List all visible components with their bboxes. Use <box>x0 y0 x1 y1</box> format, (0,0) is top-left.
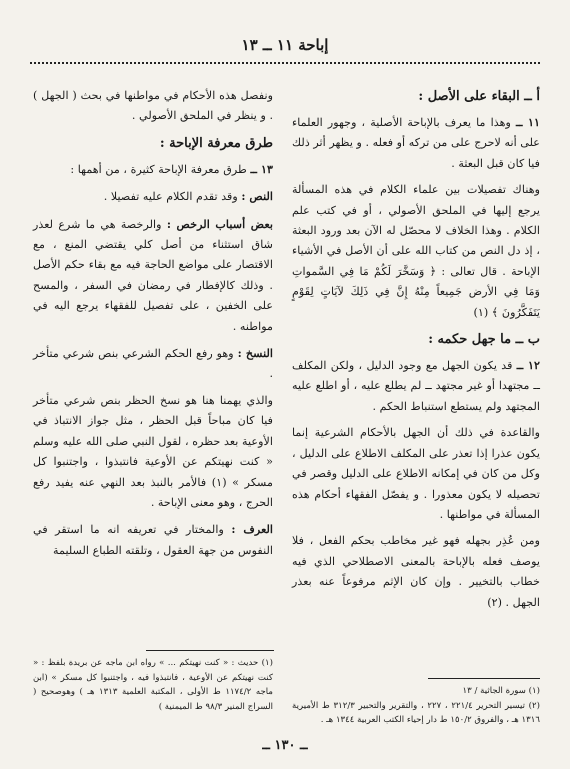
paragraph-11 <box>292 112 540 174</box>
page-number: ــ ١٣٠ ــ <box>262 738 308 753</box>
footnote-right-1: (١) سورة الجاثية / ١٣ <box>462 686 540 696</box>
running-header <box>30 30 540 64</box>
right-column <box>292 86 540 619</box>
footnote-rule-right <box>428 678 540 679</box>
naskh-text: وهو رفع الحكم الشرعي بنص شرعي متأخر . <box>33 347 273 381</box>
paragraph-rukhas <box>33 214 273 337</box>
paragraph-qaida: والقاعدة في ذلك أن الجهل بالأحكام الشرعية إنما يكون عذرا إذا تعذر على المكلف الاطلاع على الدليل ، وكل من كان في إمكانه الاطلاع على الدليل وقصر في تحصيله لا يكون معذورا . و يفصّل الفقهاء أحكام هذه المسألة في مواطنها . <box>292 426 540 521</box>
naskh-label: النسخ : <box>237 346 274 361</box>
paragraph-intro: ونفصل هذه الأحكام في مواطنها في بحث ( الجهل ) . و ينظر في الملحق الأصولي . <box>33 89 273 123</box>
urf-text: والمختار في تعريفه انه ما استقر في النفوس من جهة العقول ، وتلقته الطباع السليمة <box>33 523 273 557</box>
heading-turuq: طرق معرفة الإباحة : <box>159 135 273 151</box>
urf-label: العرف : <box>231 522 274 537</box>
footnote-rule-left <box>146 650 274 651</box>
footnote-left-1: (١) حديث : « كنت نهيتكم ... » رواه ابن ماجه عن بريدة بلفظ : « كنت نهيتكم عن الأوعية ، فانتبذوا فيه ، واجتنبوا كل مسكر » (ابن ماجه ١١٧٤/٢ ط الأولى ، المكتبة العلمية ١٣١٣ هـ ) وهوصحيح ( السراج المنير ٩٨/٣ ط الميمنية ) <box>33 658 273 712</box>
paragraph-13 <box>33 159 273 180</box>
heading-a: أ ــ البقاء على الأصل : <box>418 89 540 104</box>
paragraph-nass <box>33 186 273 207</box>
paragraph-man: ومن عُذِر بجهله فهو غير مخاطب بحكم الفعل ، فلا يوصف فعله بالإباحة بالمعنى الاصطلاحي الذي فيه خطاب بالتخيير . وإن كان الإثم مرفوعاً عنه بعذر الجهل . (٢) <box>292 534 540 609</box>
paragraph-13-text: طرق معرفة الإباحة كثيرة ، من أهمها : <box>70 162 247 176</box>
footnotes-left <box>33 656 273 714</box>
nass-label: النص : <box>241 189 273 204</box>
paragraph-hunak: وهناك تفصيلات بين علماء الكلام في هذه المسألة يرجع إليها في الملحق الأصولي ، أو في كتب علم الكلام . وهذا الخلاف لا محصّل له الآن بعد ورود البعثة ، إذ دل النص من كتاب الله على أن الأصل في الأشياء الإباحة . قال تعالى : ﴿ وَسَخَّرَ لَكُمْ مَا فِي السَّمواتِ وَمَا فِي الأرض جَمِيعاً مِنْهُ إِنَّ فِي ذَلِكَ لآيَاتٍ لِقَوْمٍ يَتَفَكَّرُونَ ﴾ (١) <box>292 183 540 319</box>
paragraph-11-text: وهذا ما يعرف بالإباحة الأصلية ، وجهور العلماء على أنه لاحرج على من تركه أو فعله . و يظهر أثر ذلك فيا كان قبل البعثة . <box>292 116 540 170</box>
paragraph-12-number: ١٢ ــ <box>516 358 541 373</box>
heading-b: ب ــ ما جهل حكمه : <box>428 332 540 348</box>
paragraph-13-number: ١٣ ــ <box>250 161 273 176</box>
rukhas-text: والرخصة هي ما شرع لعذر شاق استثناء من أصل كلي يقتضي المنع ، مع الاقتصار على مواضع الحاجة فيه مع بقاء حكم الأصل . وذلك كالإفطار في رمضان في السفر ، والمسح على الخفين ، على تفصيل للفقهاء يرجع اليه في مواطنه . <box>33 217 273 333</box>
paragraph-urf <box>33 519 273 561</box>
paragraph-12-text: قد يكون الجهل مع وجود الدليل ، ولكن المكلف ــ مجتهدا أو غير مجتهد ــ لم يطلع عليه ، أو اطلع عليه المجتهد ولم يستطع استنباط الحكم . <box>292 359 540 413</box>
footnote-right-2: (٢) تيسير التحرير ٢٢١/٤ ، ٢٢٧ ، والتقرير والتحبير ٣١٢/٣ ط الأميرية ١٣١٦ هـ ، والفروق ١٥٠/٢ ط دار إحياء الكتب العربية ١٣٤٤ هـ . <box>292 700 540 725</box>
paragraph-naskh <box>33 343 273 385</box>
footnotes-right <box>292 684 540 728</box>
paragraph-12 <box>292 355 540 417</box>
header-title: إباحة ١١ ــ ١٣ <box>241 36 329 54</box>
paragraph-11-number: ١١ ــ <box>516 115 540 129</box>
paragraph-yahimmuna: والذي يهمنا هنا هو نسخ الحظر بنص شرعي متأخر فيا كان مباحاً قبل الحظر ، مثل جواز الانتباذ في الأوعية بعد حظره ، لقول النبي صلى الله عليه وسلم « كنت نهيتكم عن الأوعية فانتبذوا ، واجتنبوا كل مسكر » (١) فالأمر بالنبذ بعد النهي عنه يفيد رفع الحرج ، وهو معنى الإباحة . <box>33 393 273 509</box>
rukhas-label: بعض أسباب الرخص : <box>166 216 273 231</box>
left-column <box>33 86 273 567</box>
nass-text: وقد تقدم الكلام عليه تفصيلا . <box>103 190 238 204</box>
